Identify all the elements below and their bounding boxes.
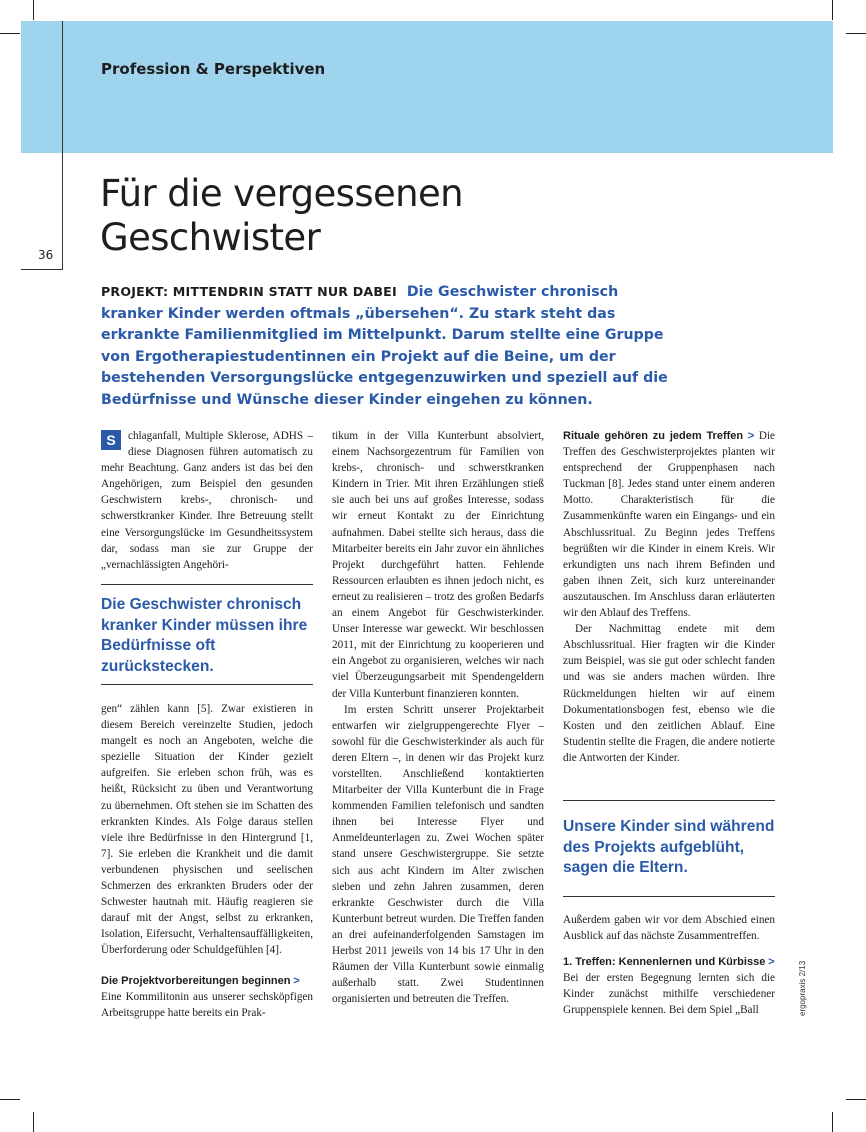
subheading: Rituale gehören zu jedem Treffen [563, 430, 744, 442]
crop-mark [832, 0, 833, 20]
crop-mark [846, 1099, 866, 1100]
crop-mark [0, 33, 20, 34]
title-line: Für die vergessenen [100, 172, 464, 215]
pull-quote [563, 800, 775, 897]
lead-text: Die Geschwister chronisch kranker Kinder werden oftmals „übersehen“. Zu stark steht das erkrankte Familienmitglied im Mittelpunkt. Darum stellte eine Gruppe von Ergotherapiestudentinnen ein Projekt auf die Beine, um der bestehenden Versorgungslücke entgegenzuwirken und speziell auf die Bedürfnisse und Wünsche dieser Kinder eingehen zu können. [101, 284, 668, 408]
crop-mark [832, 1112, 833, 1132]
journal-side-label: ergopraxis 2/13 [798, 960, 807, 1016]
column-3-continued [563, 912, 775, 1019]
drop-cap: S [101, 430, 121, 450]
column-3 [563, 428, 775, 766]
subheading: 1. Treffen: Kennenlernen und Kürbisse [563, 956, 766, 969]
crop-mark [0, 1099, 20, 1100]
body-paragraph: tikum in der Villa Kunterbunt absolviert, einem Nachsorgezentrum für Familien von krebs-, chronisch- und schwerstkranken Kindern in Trier. Mit ihren Erzählungen stieß sie auch bei uns auf großes Interesse, sodass wir erneut Kontakt zu der Einrichtung aufnahmen. Dabei stellte sich heraus, dass die Mitarbeiter bereits ein Jahr zuvor ein ähnliches Projekt durchgeführt hatten. Fehlende Ressourcen erlaubten es ihnen jedoch nicht, es erneut zu realisieren – trotz des großen Bedarfs an einem Angebot für Geschwisterkinder. Unser Interesse war geweckt. Wir beschlossen 2011, mit der Einrichtung zu kooperieren und ein Angebot zu organisieren, welches wir nach viel Überzeugungsarbeit mit Spendengeldern der Villa Kunterbunt finanzieren konnten. [332, 430, 544, 700]
body-paragraph: Bei der ersten Begegnung lernten sich die Kinder zunächst mithilfe verschiedener Gruppenspiele kennen. Bei dem Spiel „Ball [563, 972, 775, 1017]
arrow-icon: > [747, 430, 755, 442]
arrow-icon: > [293, 974, 300, 987]
body-paragraph: Im ersten Schritt unserer Projektarbeit entwarfen wir zielgruppengerechte Flyer – sowohl für die Geschwisterkinder als auch für deren Eltern –, in denen wir das Projekt kurz vorstellten. Anschließend kontaktierten Mitarbeiter der Villa Kunterbunt die in Frage kommenden Familien telefonisch und sandten ihnen bei Interesse Flyer und Anmeldeunterlagen zu. Zwei Wochen später stand unsere Geschwistergruppe. Sie setzte sich aus acht Kindern im Alter zwischen sieben und zehn Jahren zusammen, deren erkrankte Geschwister durch die Villa Kunterbunt betreut wurden. Die Treffen fanden an drei aufeinanderfolgenden Samstagen im Herbst 2011 jeweils von 14 bis 17 Uhr in den Räumen der Villa Kunterbunt sowie einmalig außerhalb statt. Zwei Studentinnen organisierten und betreuten die Treffen. [332, 703, 544, 1006]
crop-mark [33, 1112, 34, 1132]
article-title [100, 172, 700, 260]
page-number-rule [21, 269, 63, 270]
title-line: Geschwister [100, 216, 321, 259]
lead-kicker: PROJEKT: MITTENDRIN STATT NUR DABEI [101, 284, 397, 299]
body-paragraph: chlaganfall, Multiple Sklerose, ADHS – diese Diagnosen führen automatisch zu mehr Beachtung. Ganz anders ist das bei den Angehörigen, zum Beispiel den gesunden Geschwistern krebs-, chronisch- und schwerstkranker Kinder. Ihre Betreuung stellt eine Versorgungslücke im Gesundheitssystem dar, sodass man sie zur Gruppe der „vernachlässigten Angehöri- [101, 430, 313, 571]
pull-quote-text: Unsere Kinder sind während des Projekts aufgeblüht, sagen die Eltern. [563, 818, 775, 876]
body-paragraph: Außerdem gaben wir vor dem Abschied einen Ausblick auf das nächste Zusammentreffen. [563, 914, 775, 943]
margin-rule [62, 21, 63, 269]
body-paragraph: Der Nachmittag endete mit dem Abschlussritual. Hier fragten wir die Kinder zum Beispiel, was sie gut oder schlecht fanden und was sie anders machen würden. Ihre Rückmeldungen hielten wir auf einem Dokumentationsbogen fest, ebenso wie die Kosten und den zeitlichen Ablauf. Eine Studentin stellte die Fragen, die andere notierte die Antworten der Kinder. [563, 623, 775, 764]
arrow-icon: > [768, 956, 775, 969]
body-paragraph: Eine Kommilitonin aus unserer sechsköpfigen Arbeitsgruppe hatte bereits ein Prak- [101, 990, 313, 1019]
pull-quote-text: Die Geschwister chronisch kranker Kinder müssen ihre Bedürfnisse oft zurückstecken. [101, 596, 308, 675]
column-2 [332, 428, 544, 1007]
column-1 [101, 428, 313, 573]
crop-mark [33, 0, 34, 20]
column-1-continued [101, 701, 313, 1021]
pull-quote [101, 584, 313, 685]
subheading: Die Projektvorbereitungen beginnen [101, 974, 291, 987]
header-band [21, 21, 833, 153]
body-paragraph: gen“ zählen kann [5]. Zwar existieren in diesem Bereich vereinzelte Studien, jedoch mangelt es noch an Angeboten, welche die spezielle Situation der Kinder gezielt aufgreifen. Sie erleben schon früh, was es heißt, Rücksicht zu üben und Verantwortung zu übernehmen. Oft stehen sie im Schatten des erkrankten Kindes. Als Folge daraus stellen viele ihre Bedürfnisse in den Hintergrund [1, 7]. Sie erleben die Krankheit und die damit verbundenen physischen und seelischen Schmerzen des erkrankten Bruders oder der Schwester hautnah mit. Häufig reagieren sie darauf mit der Angst, selbst zu erkranken, Isolation, Eifersucht, Verhaltensauffälligkeiten, Überforderung oder Schuldgefühlen [4]. [101, 703, 313, 957]
page-number: 36 [38, 248, 54, 262]
lead-paragraph [101, 281, 669, 411]
body-paragraph: Die Treffen des Geschwisterprojektes planten wir entsprechend der Gruppenphasen nach Tuckman [8]. Jedes stand unter einem anderen Motto. Charakteristisch für die Zusammenkünfte waren ein Eingangs- und ein Abschlussritual. Zu Beginn jedes Treffens begrüßten wir die Kinder in einem Kreis. Wir erkundigten uns nach ihrem Befinden und gaben ihnen Zeit, sich kurz untereinander auszutauschen. Im Anschluss daran erläuterten wir den Ablauf des Treffens. [563, 430, 776, 620]
section-label: Profession & Perspektiven [101, 60, 326, 78]
crop-mark [846, 33, 866, 34]
